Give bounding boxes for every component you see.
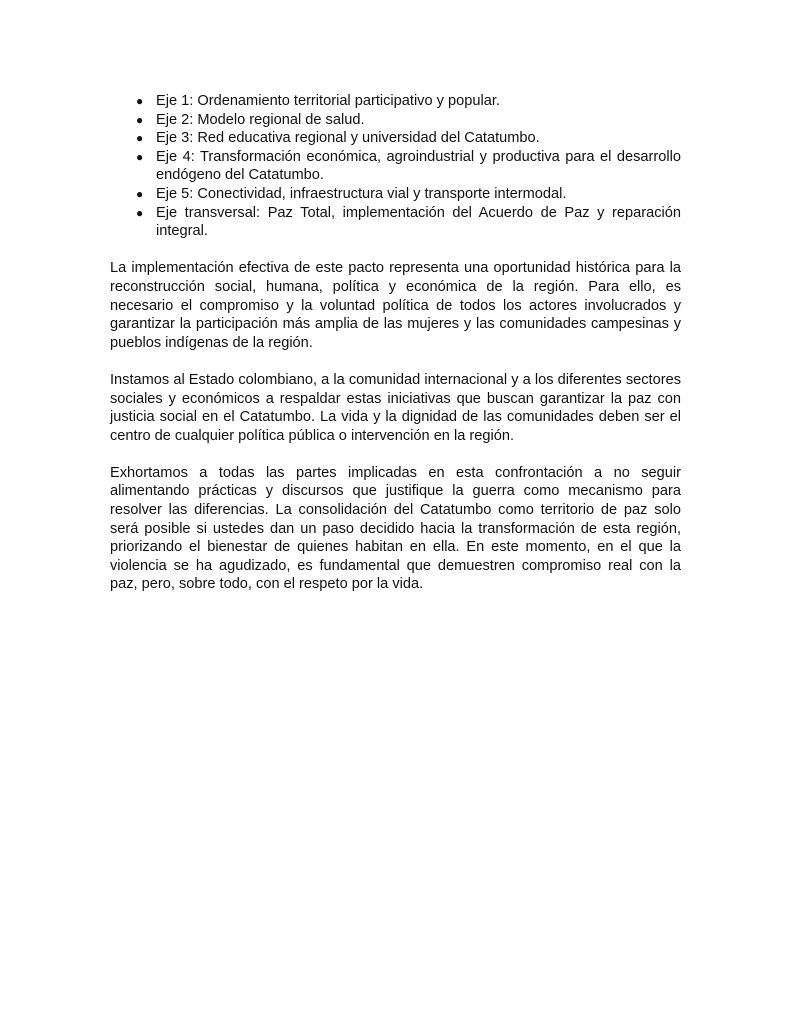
list-item-text: Eje transversal: Paz Total, implementación del Acuerdo de Paz y reparación integral. xyxy=(156,204,681,240)
bullet-icon: ● xyxy=(136,131,144,146)
list-item-eje-3 xyxy=(136,129,681,148)
bullet-icon: ● xyxy=(136,112,144,127)
document-page xyxy=(110,92,681,594)
list-item-eje-2 xyxy=(136,111,681,130)
list-item-text: Eje 1: Ordenamiento territorial participativo y popular. xyxy=(156,93,500,109)
paragraph-implementation: La implementación efectiva de este pacto representa una oportunidad histórica para la reconstrucción social, humana, política y económica de la región. Para ello, es necesario el compromiso y la voluntad política de todos los actores involucrados y garantizar la participación más amplia de las mujeres y las comunidades campesinas y pueblos indígenas de la región. xyxy=(110,260,681,351)
paragraph-exhortation: Exhortamos a todas las partes implicadas en esta confrontación a no seguir alimentando prácticas y discursos que justifique la guerra como mecanismo para resolver las diferencias. La consolidación del Catatumbo como territorio de paz solo será posible si ustedes dan un paso decidido hacia la transformación de esta región, priorizando el bienestar de quienes habitan en ella. En este momento, en el que la violencia se ha agudizado, es fundamental que demuestren compromiso real con la paz, pero, sobre todo, con el respeto por la vida. xyxy=(110,464,681,593)
list-item-eje-transversal xyxy=(136,204,681,241)
paragraph-call-to-state: Instamos al Estado colombiano, a la comunidad internacional y a los diferentes sectores sociales y económicos a respaldar estas iniciativas que buscan garantizar la paz con justicia social en el Catatumbo. La vida y la dignidad de las comunidades deben ser el centro de cualquier política pública o intervención en la región. xyxy=(110,371,681,444)
list-item-eje-4 xyxy=(136,148,681,185)
axes-bullet-list xyxy=(110,92,681,241)
bullet-icon: ● xyxy=(136,149,144,164)
bullet-icon: ● xyxy=(136,186,144,201)
list-item-text: Eje 2: Modelo regional de salud. xyxy=(156,111,365,128)
bullet-icon: ● xyxy=(136,205,144,220)
list-item-eje-1 xyxy=(136,92,681,111)
list-item-text: Eje 5: Conectividad, infraestructura vial y transporte intermodal. xyxy=(156,185,567,202)
list-item-text: Eje 4: Transformación económica, agroindustrial y productiva para el desarrollo endógeno del Catatumbo. xyxy=(156,148,681,184)
list-item-eje-5 xyxy=(136,185,681,204)
bullet-icon: ● xyxy=(136,94,144,108)
list-item-text: Eje 3: Red educativa regional y universidad del Catatumbo. xyxy=(156,130,540,147)
